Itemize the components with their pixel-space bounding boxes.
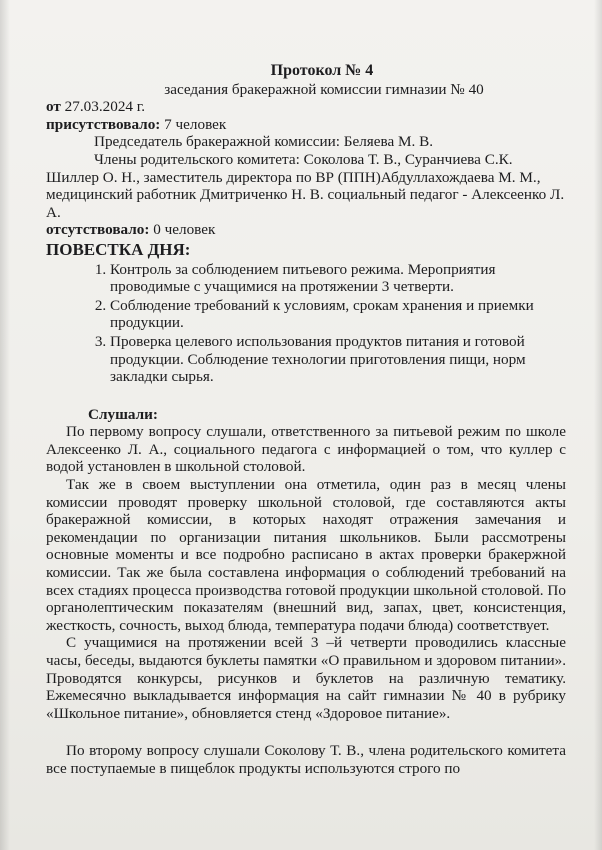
paragraph-activities: С учащимися на протяжении всей 3 –й четверти проводились классные часы, беседы, выдаются буклеты памятки «О правильном и здоровом питании». Проводятся конкурсы, рисунков и буклетов на различную тематику. Ежемесячно выкладывается информация на сайт гимназии № 40 в рубрику «Школьное питание», обновляется стенд «Здоровое питание».	[46, 634, 566, 722]
protocol-document	[46, 62, 566, 778]
agenda-item: 3. Проверка целевого использования продуктов питания и готовой продукции. Соблюдение технологии приготовления пищи, норм закладки сырья.	[110, 333, 566, 386]
page-shadow-right	[594, 0, 602, 850]
page-shadow-left	[0, 0, 10, 850]
protocol-title: Протокол № 4	[270, 62, 374, 79]
date-value: 27.03.2024 г.	[64, 98, 146, 116]
agenda-item: 1. Контроль за соблюдением питьевого режима. Мероприятия проводимые с учащимися на протяжении 3 четверти.	[110, 261, 566, 296]
paragraph-first-question: По первому вопросу слушали, ответственного за питьевой режим по школе Алексеенко Л. А., социального педагога с информацией о том, что куллер с водой установлен в школьной столовой.	[46, 423, 566, 476]
present-label: присутствовало:	[46, 115, 161, 133]
absent-line	[46, 221, 566, 239]
agenda-list	[46, 261, 566, 386]
date-label: от	[46, 98, 61, 116]
chair-line: Председатель бракеражной комиссии: Беляева М. В.	[94, 133, 434, 151]
agenda-item: 2. Соблюдение требований к условиям, срокам хранения и приемки продукции.	[110, 297, 566, 332]
absent-value: 0 человек	[153, 221, 216, 239]
heard-label: Слушали:	[88, 405, 158, 423]
paragraph-second-question: По второму вопросу слушали Соколову Т. В., члена родительского комитета все поступаемые в пищеблок продукты используются строго по	[46, 742, 566, 777]
agenda-title: ПОВЕСТКА ДНЯ:	[46, 239, 191, 259]
meeting-date	[46, 98, 566, 116]
members-line-2: Шиллер О. Н., заместитель директора по ВР (ППН)Абдуллахождаева М. М., медицинский работник Дмитриченко Н. В. социальный педагог - Алексеенко Л. А.	[46, 168, 565, 221]
present-line	[46, 116, 566, 134]
present-value: 7 человек	[164, 115, 227, 133]
paragraph-inspection: Так же в своем выступлении она отметила, один раз в месяц члены комиссии проводят проверку школьной столовой, где составляются акты бракеражной комиссии, в которых находят отражения замечания и рекомендации по организации питания школьников. Были рассмотрены основные моменты и все подробно расписано в актах проверки бракержной комиссии. Так же была составлена информация о соблюдений требований на всех стадиях процесса производства готовой продукции школьной столовой. По органолептическим показателям (внешний вид, запах, цвет, консистенция, жесткость, сочность, выход блюда, температура подачи блюда) соответствует.	[46, 476, 566, 634]
protocol-subtitle: заседания бракеражной комиссии гимназии № 40	[164, 80, 484, 98]
absent-label: отсутствовало:	[46, 221, 150, 239]
members-line-1: Члены родительского комитета: Соколова Т. В., Суранчиева С.К.	[94, 150, 513, 168]
